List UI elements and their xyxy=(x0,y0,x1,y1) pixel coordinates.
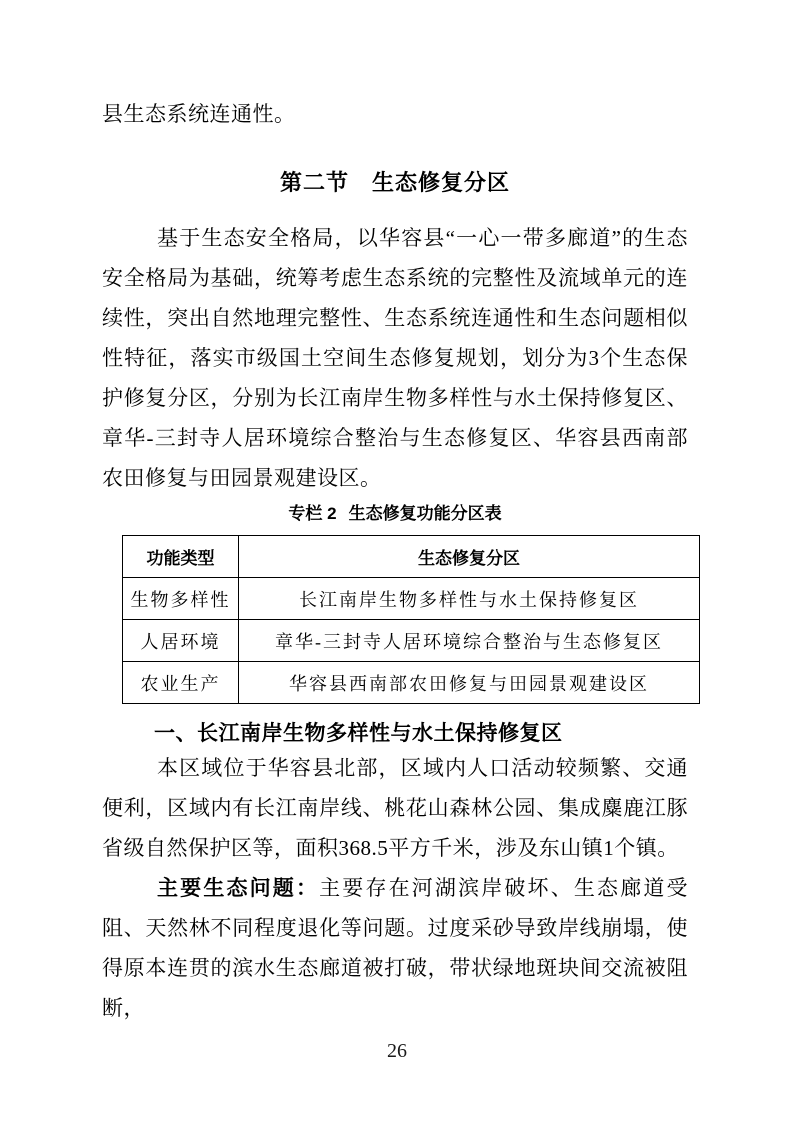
section-heading: 第二节 生态修复分区 xyxy=(279,170,510,195)
paragraph-ecological-problems xyxy=(102,868,688,1028)
paragraph-continuation: 县生态系统连通性。 xyxy=(102,102,296,126)
table-cell-function-type: 生物多样性 xyxy=(123,578,239,620)
paragraph-region-description: 本区域位于华容县北部，区域内人口活动较频繁、交通便利，区域内有长江南岸线、桃花山森林公园、集成麋鹿江豚省级自然保护区等，面积368.5平方千米，涉及东山镇1个镇。 xyxy=(102,756,688,860)
table-cell-zone: 章华-三封寺人居环境综合整治与生态修复区 xyxy=(239,620,700,662)
table-cell-zone: 华容县西南部农田修复与田园景观建设区 xyxy=(239,662,700,704)
table-cell-function-type: 农业生产 xyxy=(123,662,239,704)
table-row xyxy=(123,578,700,620)
paragraph-body-text: 主要存在河湖滨岸破坏、生态廊道受阻、天然林不同程度退化等问题。过度采砂导致岸线崩塌，使得原本连贯的滨水生态廊道被打破，带状绿地斑块间交流被阻断， xyxy=(102,876,689,1020)
table-cell-function-type: 人居环境 xyxy=(123,620,239,662)
subsection-heading: 一、长江南岸生物多样性与水土保持修复区 xyxy=(154,721,563,745)
table-caption xyxy=(102,501,688,527)
zoning-table xyxy=(122,535,700,704)
table-header-zone: 生态修复分区 xyxy=(239,536,700,578)
paragraph-lead-label: 主要生态问题： xyxy=(157,876,320,900)
table-header-function-type: 功能类型 xyxy=(123,536,239,578)
table-caption-label: 专栏 2 xyxy=(288,504,337,523)
page-number: 26 xyxy=(387,1040,407,1062)
table-row xyxy=(123,620,700,662)
paragraph-overview: 基于生态安全格局，以华容县“一心一带多廊道”的生态安全格局为基础，统筹考虑生态系统的完整性及流域单元的连续性，突出自然地理完整性、生态系统连通性和生态问题相似性特征，落实市级国土空间生态修复规划，划分为3个生态保护修复分区，分别为长江南岸生物多样性与水土保持修复区、章华-三封寺人居环境综合整治与生态修复区、华容县西南部农田修复与田园景观建设区。 xyxy=(102,226,688,490)
table-caption-title: 生态修复功能分区表 xyxy=(348,504,502,523)
table-cell-zone: 长江南岸生物多样性与水土保持修复区 xyxy=(239,578,700,620)
table-row xyxy=(123,662,700,704)
table-header-row xyxy=(123,536,700,578)
